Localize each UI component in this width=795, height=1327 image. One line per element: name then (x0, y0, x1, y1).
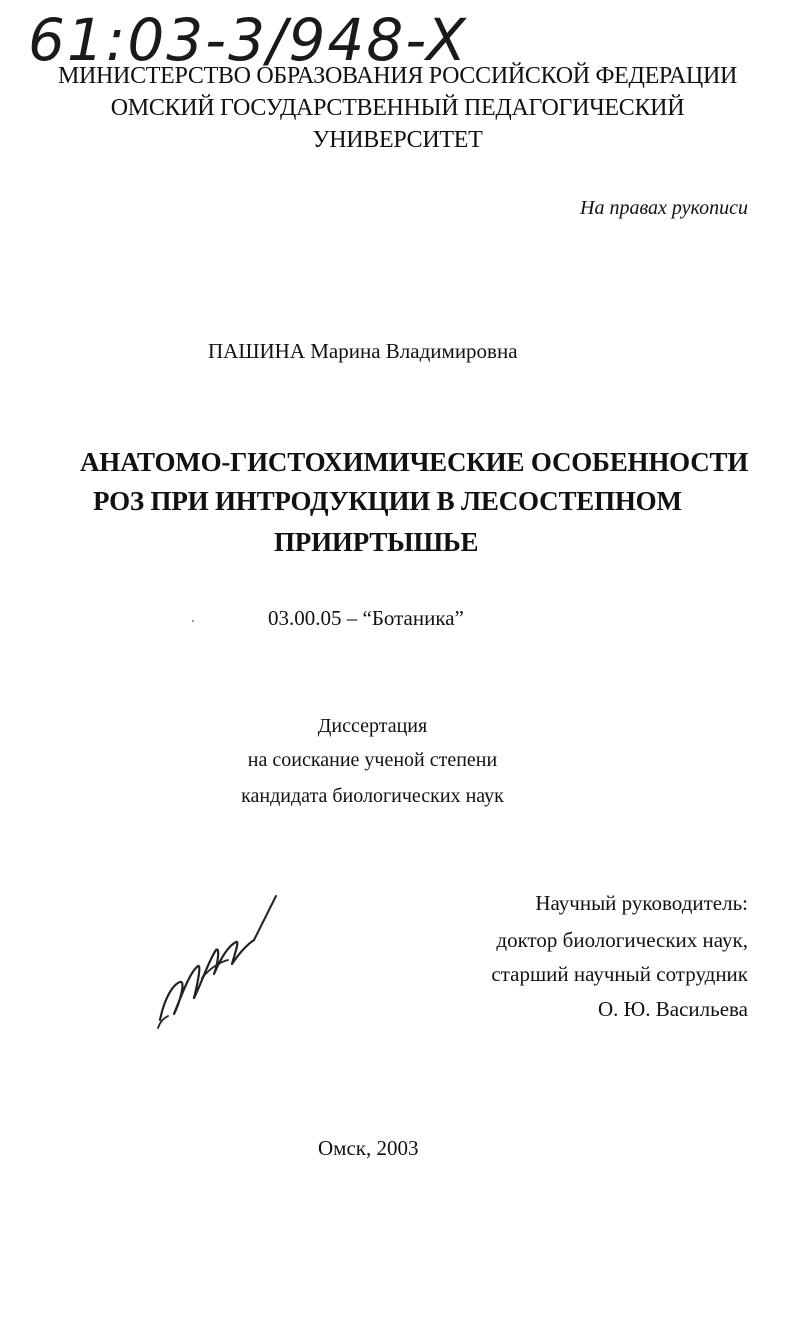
thesis-title-line-2: РОЗ ПРИ ИНТРОДУКЦИИ В ЛЕСОСТЕПНОМ (93, 486, 682, 516)
ministry-line-3: УНИВЕРСИТЕТ (312, 127, 483, 153)
degree-line-2: кандидата биологических наук (241, 785, 504, 807)
ministry-line-2: ОМСКИЙ ГОСУДАРСТВЕННЫЙ ПЕДАГОГИЧЕСКИЙ (110, 95, 685, 121)
thesis-title-line-3: ПРИИРТЫШЬЕ (274, 527, 479, 557)
city-year: Омск, 2003 (318, 1136, 419, 1160)
degree-line-1: на соискание ученой степени (247, 749, 498, 771)
advisor-label: Научный руководитель: (535, 891, 748, 915)
dissertation-label: Диссертация (317, 715, 428, 737)
manuscript-rights-note: На правах рукописи (580, 197, 748, 219)
advisor-degree: доктор биологических наук, (496, 928, 748, 952)
handwritten-signature (150, 890, 280, 1040)
ministry-line-1: МИНИСТЕРСТВО ОБРАЗОВАНИЯ РОССИЙСКОЙ ФЕДЕРАЦИИ (57, 63, 738, 89)
advisor-name: О. Ю. Васильева (598, 997, 748, 1021)
thesis-title-line-1: АНАТОМО-ГИСТОХИМИЧЕСКИЕ ОСОБЕННОСТИ (80, 447, 749, 477)
advisor-position: старший научный сотрудник (491, 962, 748, 986)
scan-speck (192, 620, 194, 622)
specialty-code: 03.00.05 – “Ботаника” (268, 606, 464, 630)
handwritten-archive-code-text: 61:03-3/948-X (28, 6, 468, 74)
author-name: ПАШИНА Марина Владимировна (208, 339, 518, 363)
